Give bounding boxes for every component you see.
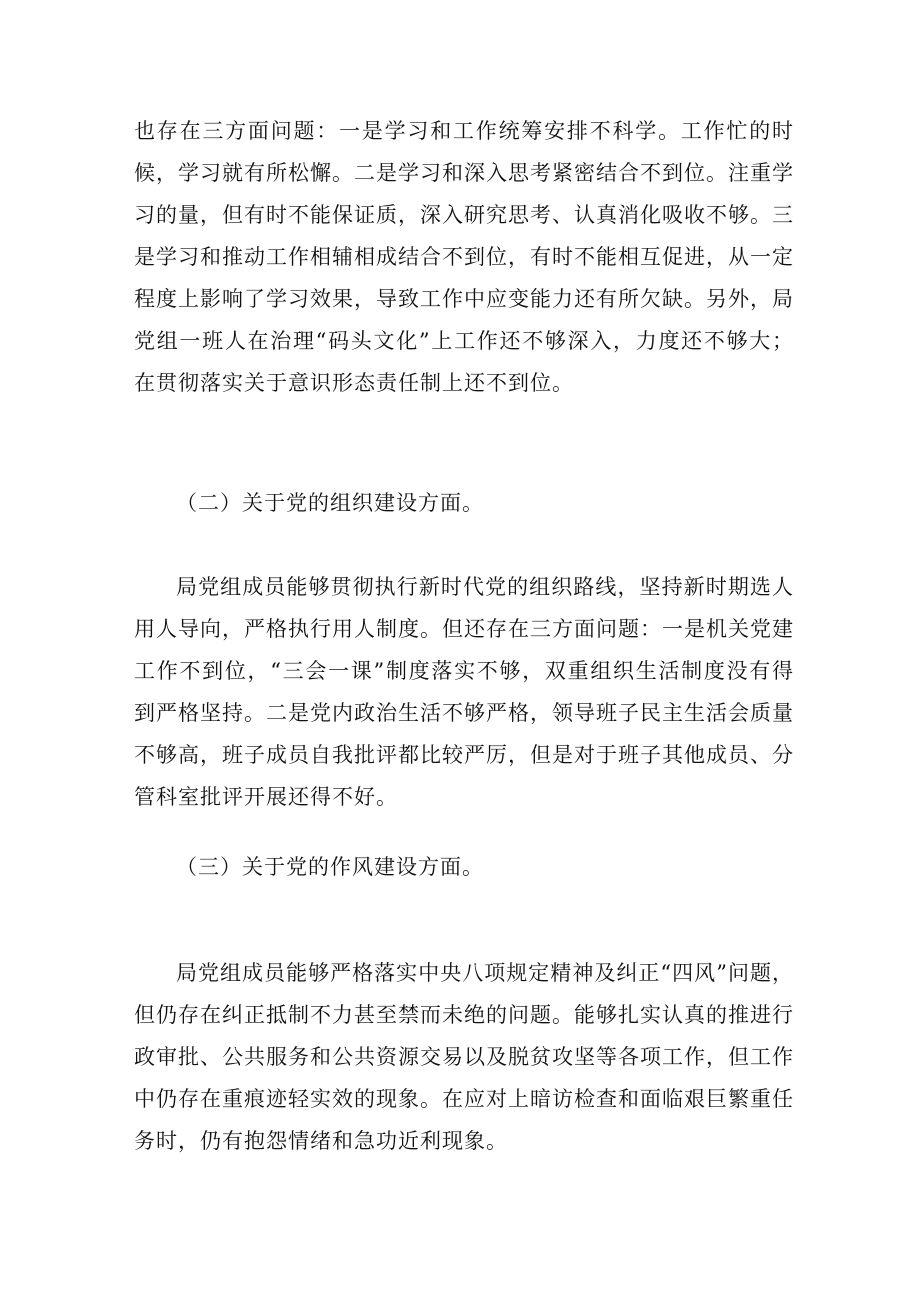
section-heading-work-style: （三）关于党的作风建设方面。	[176, 855, 484, 879]
paragraph-work-style: 局党组成员能够严格落实中央八项规定精神及纠正“四风”问题，但仍存在纠正抵制不力甚至禁而未绝的问题。能够扎实认真的推进行政审批、公共服务和公共资源交易以及脱贫攻坚等各项工作，但工作中仍存在重痕迹轻实效的现象。在应对上暗访检查和面临艰巨繁重任务时，仍有抱怨情绪和急功近利现象。	[134, 961, 794, 1153]
paragraph-organization: 局党组成员能够贯彻执行新时代党的组织路线，坚持新时期选人用人导向，严格执行用人制度。但还存在三方面问题：一是机关党建工作不到位，“三会一课”制度落实不够，双重组织生活制度没有得到严格坚持。二是党内政治生活不够严格，领导班子民主生活会质量不够高，班子成员自我批评都比较严厉，但是对于班子其他成员、分管科室批评开展还得不好。	[134, 575, 794, 809]
paragraph-party-study-issues: 也存在三方面问题：一是学习和工作统筹安排不科学。工作忙的时候，学习就有所松懈。二是学习和深入思考紧密结合不到位。注重学习的量，但有时不能保证质，深入研究思考、认真消化吸收不够。三是学习和推动工作相辅相成结合不到位，有时不能相互促进，从一定程度上影响了学习效果，导致工作中应变能力还有所欠缺。另外，局党组一班人在治理“码头文化”上工作还不够深入，力度还不够大；在贯彻落实关于意识形态责任制上还不到位。	[134, 119, 794, 395]
section-heading-organization: （二）关于党的组织建设方面。	[176, 491, 484, 515]
